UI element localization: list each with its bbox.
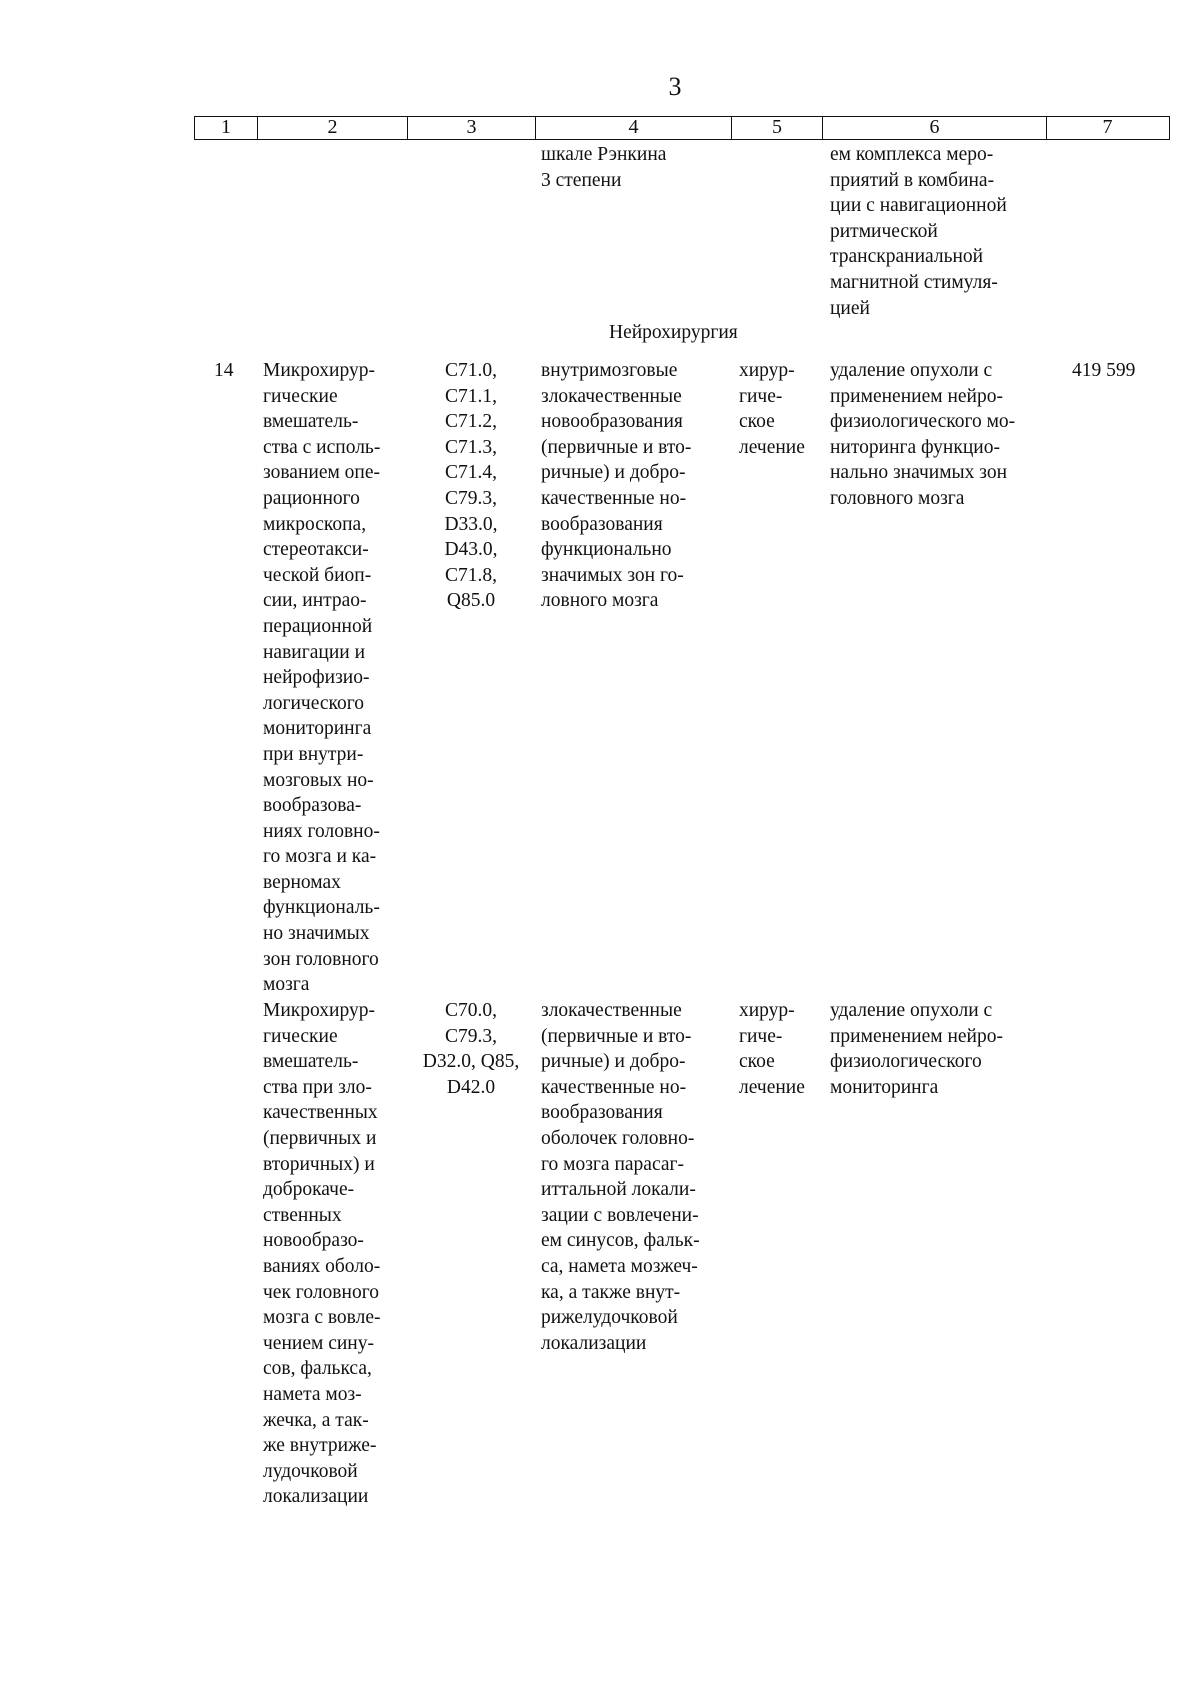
header-cell-2: 2 [258,117,408,139]
row-14-cost: 419 599 [1072,360,1136,381]
row-number: 14 [214,360,234,381]
page-number: 3 [668,72,682,101]
row-14-icd-codes: C71.0, C71.1, C71.2, C71.3, C71.4, C79.3, D33.0, D43.0, C71.8, Q85.0 [444,360,498,612]
header-cell-3: 3 [408,117,536,139]
header-cell-5: 5 [732,117,823,139]
row-14-treatment-method: удаление опухоли с применением нейро- физиологического мо- ниторинга функцио- нально значимых зон головного мозга [830,360,1016,509]
row-14-treatment-type: хирур- гиче- ское лечение [739,360,805,458]
row-14b-treatment-type: хирур- гиче- ское лечение [739,1000,805,1098]
row-14b-treatment-method: удаление опухоли с применением нейро- физиологического мониторинга [830,1000,1003,1098]
row-14-patient-model: внутримозговые злокачественные новообразования (первичные и вто- ричные) и добро- качественные но- вообразования функционально значимых зон го- ловного мозга [541,360,692,612]
row-14-care-type: Микрохирур- гические вмешатель- ства с исполь- зованием опе- рационного микроскопа, стереотакси- ческой биоп- сии, интрао- перационной навигации и нейрофизио- логического мониторинга при внутри- мозговых но- вообразова- ниях головно- го мозга и ка- верномах функциональ- но значимых зон головного мозга [263,360,381,996]
header-cell-4: 4 [536,117,732,139]
header-cell-7: 7 [1102,116,1113,138]
continuation-method-text: ем комплекса меро- приятий в комбина- ции с навигационной ритмической транскраниальной магнитной стимуля- цией [830,144,1007,319]
table-header-row [194,116,1170,140]
header-cell-6: 6 [823,117,1047,139]
continuation-model-text: шкале Рэнкина 3 степени [541,144,667,191]
row-14b-icd-codes: C70.0, C79.3, D32.0, Q85, D42.0 [422,1000,520,1098]
row-14b-patient-model: злокачественные (первичные и вто- ричные) и добро- качественные но- вообразования оболочек головно- го мозга парасаг- иттальной локали- зации с вовлечени- ем синусов, фальк- са, намета мозжеч- ка, а также внут- рижелудочковой локализации [541,1000,700,1354]
header-cell-1: 1 [195,117,258,139]
row-14b-care-type: Микрохирур- гические вмешатель- ства при зло- качественных (первичных и вторичных) и доброкаче- ственных новообразо- ваниях оболо- чек головного мозга с вовле- чением сину- сов, фалькса, намета моз- жечка, а так- же внутриже- лудочковой локализации [263,1000,381,1508]
section-title: Нейрохирургия [609,322,738,343]
